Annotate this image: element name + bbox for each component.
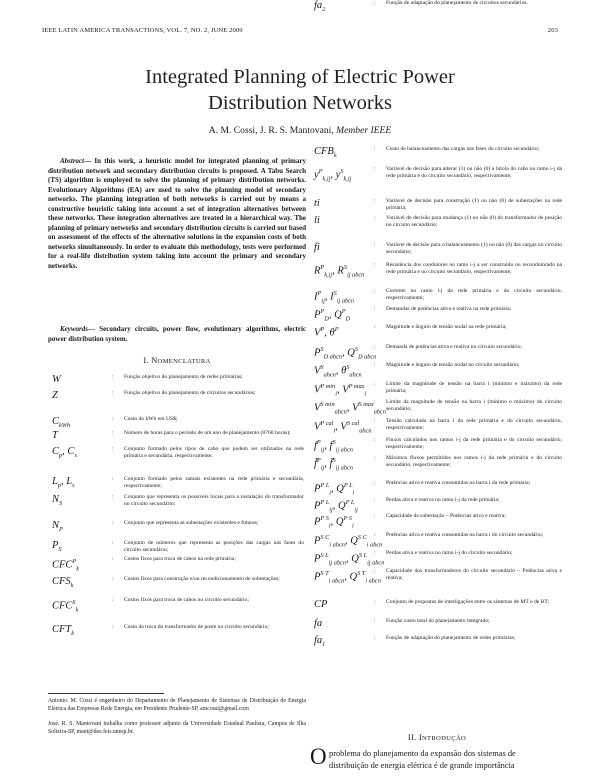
author-line xyxy=(0,125,600,136)
colon: : xyxy=(112,576,114,582)
colon: : xyxy=(374,381,376,387)
intro-dropcap: O xyxy=(310,744,327,769)
journal-name: IEEE LATIN AMERICA TRANSACTIONS, VOL. 7, NO. 2, JUNE 2009 xyxy=(42,27,243,34)
colon: : xyxy=(374,418,376,424)
title-line-2: Distribution Networks xyxy=(208,92,392,114)
paper-title xyxy=(0,64,600,116)
nomenclature-description: Função de adaptação do planejamento de circuitos secundários. xyxy=(386,0,528,6)
nomen-right-row xyxy=(314,618,562,629)
nomenclature-symbol: $N_P$ xyxy=(52,520,63,534)
nomenclature-description: Demandas de potências ativa e reativa na rede primária; xyxy=(386,306,512,312)
nomen-right-row xyxy=(314,0,562,15)
nomenclature-symbol: $P^P_D$, $Q^P_D$ xyxy=(314,308,351,323)
nomenclature-symbol: $I^P_{ij}$, $I^S_{ij abcn}$ xyxy=(314,290,355,305)
nomen-right-row xyxy=(314,399,562,418)
colon: : xyxy=(112,430,114,436)
nomenclature-description: Conjunto de números que representa as posições das cargas nas fases do circuito secundário; xyxy=(124,540,304,554)
nomenclature-symbol: $C_{kWh}$ xyxy=(52,416,71,430)
colon: : xyxy=(374,166,376,172)
nomenclature-symbol: $CFC^P_k$ xyxy=(52,558,80,573)
nomenclature-description: Conjunto que representa os possíveis locais para a instalação do transformador no circuito secundário; xyxy=(124,494,304,508)
nomen-right-row xyxy=(314,146,562,161)
nomenclature-description: Perdas ativa e reativa no ramo i-j do circuito secundário; xyxy=(386,550,513,556)
nomenclature-symbol: $R^P_{k,ij}$, $R^S_{ij abcn}$ xyxy=(314,264,365,279)
nomenclature-symbol: $P^{S L}_{ij abcn}$, $Q^{S L}_{ij abcn}$ xyxy=(314,552,385,567)
nomen-left-row xyxy=(52,446,304,461)
colon: : xyxy=(374,146,376,152)
footnote-mantovani: José. R. S. Mantovani trabalha como professor adjunto da Universidade Estadual Paulista, Campus de Ilha Solteira-SP, mant@dee.feis.unesp.br. xyxy=(48,721,306,735)
section-heading-introduction: II. INTRODUÇÃO xyxy=(407,733,467,742)
nomenclature-description: Magnitude e ângulo de tensão nodal na rede primária; xyxy=(386,324,507,330)
footnote-cossi: Antonio. M. Cossi é engenheiro do Departamento de Planejamento de Sistemas de Distribuição de Energia Elétrica das Empresas Rede Energia, em Presidente Prudente-SP, amcossi@gmail.com xyxy=(48,698,306,712)
nomen-right-row xyxy=(314,262,562,281)
nomenclature-symbol: li xyxy=(314,215,320,226)
colon: : xyxy=(112,520,114,526)
nomenclature-symbol: $V^S_{abcn}$, $\theta^S_{abcn}$ xyxy=(314,364,362,379)
colon: : xyxy=(374,455,376,461)
colon: : xyxy=(374,0,376,6)
colon: : xyxy=(374,262,376,268)
colon: : xyxy=(374,532,376,538)
nomen-right-row xyxy=(314,324,562,339)
colon: : xyxy=(112,374,114,380)
nomen-left-row xyxy=(52,416,304,431)
nomenclature-symbol: W xyxy=(52,374,61,385)
colon: : xyxy=(374,618,376,624)
nomenclature-symbol: Z xyxy=(52,390,58,401)
colon: : xyxy=(374,513,376,519)
nomenclature-description: Custo do kWh em US$; xyxy=(124,416,178,422)
nomenclature-symbol: $P^{S C}_{i abcn}$, $Q^{S C}_{i abcn}$ xyxy=(314,534,383,549)
colon: : xyxy=(112,597,114,603)
nomen-right-row xyxy=(314,437,562,456)
nomenclature-description: Resistência dos condutores no ramo i-j a ser construído ou recondutorado na rede primária e no circuito secundário, respectivamente; xyxy=(386,262,562,276)
nomenclature-symbol: $P^{S T}_{i abcn}$, $Q^{S T}_{i abcn}$ xyxy=(314,570,381,585)
colon: : xyxy=(374,288,376,294)
nomen-left-row xyxy=(52,476,304,491)
nomenclature-description: Perdas ativa e reativa no ramo i-j da rede primária; xyxy=(386,497,500,503)
nomenclature-symbol: $fa_2$ xyxy=(314,0,326,14)
abstract-text: — In this work, a heuristic model for integrated planning of primary distribution network and secondary distribution circuits is proposed. A Tabu Search (TS) algorithm is employed to solve the planning of primary distribution networks. Evolutionary Algorithms (EA) are used to solve the planning model of secondary networks. The planning integration of both networks is carried out by means a constructive heuristic taking into account a set of integration alternatives between these networks. These integration alternatives are treated in a hierarchical way. The planning of primary networks and secondary distribution circuits is carried out based on assessment of the effects of the alternative solutions in the expansion costs of both networks simultaneously. In order to evaluate this methodology, tests were performed for a real-life distribution system taking into account the primary and secondary networks. xyxy=(48,157,306,271)
keywords xyxy=(48,325,306,344)
abstract-label: Abstract xyxy=(60,157,85,165)
nomenclature-symbol: $CFS_k$ xyxy=(52,576,74,590)
page-number: 203 xyxy=(547,27,558,34)
nomenclature-description: Tensão calculada na barra i da rede primária e do circuito secundário, respectivamente; xyxy=(386,418,562,432)
colon: : xyxy=(112,494,114,500)
nomen-right-row xyxy=(314,480,562,499)
nomen-right-row xyxy=(314,198,562,212)
nomenclature-description: Variável de decisão para alterar (1) ou não (0) a bitola do cabo no ramo i-j da rede primária e do circuito secundário, respectivamente; xyxy=(386,166,562,180)
nomenclature-symbol: $V^{P cal}_i$, $V^{S cal}_{abcn}$ xyxy=(314,420,372,435)
authors: A. M. Cossi, J. R. S. Mantovani, xyxy=(208,125,334,136)
nomenclature-symbol: $P^{P L}_{ij}$, $Q^{P L}_{ij}$ xyxy=(314,499,358,514)
nomenclature-symbol: T xyxy=(52,430,58,441)
colon: : xyxy=(112,624,114,630)
nomen-right-row xyxy=(314,418,562,437)
nomenclature-description: Variável de decisão para mudança (1) ou não (0) do transformador de posição no circuito secundário; xyxy=(386,215,562,229)
nomenclature-description: Função objetivo do planejamento de circuitos secundários; xyxy=(124,390,256,396)
nomenclature-symbol: fa xyxy=(314,618,323,629)
keywords-label: Keywords xyxy=(60,325,88,333)
nomenclature-symbol: ti xyxy=(314,198,320,209)
colon: : xyxy=(112,390,114,396)
nomenclature-description: Magnitude e ângulo de tensão nodal no circuito secundário; xyxy=(386,362,520,368)
colon: : xyxy=(112,556,114,562)
nomen-right-row xyxy=(314,215,562,229)
colon: : xyxy=(374,242,376,248)
intro-line-1: problema do planejamento da expansão dos sistemas de xyxy=(329,749,516,758)
nomenclature-description: Conjunto formado pelos ramais existentes na rede primária e secundária, respectivamente; xyxy=(124,476,304,490)
nomenclature-description: Fluxos calculados nos ramos i-j da rede primária e do circuito secundário, respectivamente; xyxy=(386,437,562,451)
nomenclature-symbol: $y^P_{k,ij}$, $y^S_{k,ij}$ xyxy=(314,168,352,183)
nomen-left-row xyxy=(52,576,304,591)
author-membership: Member IEEE xyxy=(336,125,392,136)
colon: : xyxy=(374,215,376,221)
colon: : xyxy=(374,568,376,574)
intro-paragraph xyxy=(310,744,562,771)
nomen-right-row xyxy=(314,306,562,325)
colon: : xyxy=(112,446,114,452)
nomenclature-symbol: fi xyxy=(314,242,320,253)
nomen-right-row xyxy=(314,288,562,307)
nomenclature-description: Potências ativa e reativa consumidas na barra i da rede primária; xyxy=(386,480,531,486)
nomenclature-description: Número de horas para o período de um ano de planejamento (8760 horas); xyxy=(124,430,291,436)
colon: : xyxy=(374,306,376,312)
nomen-right-row xyxy=(314,513,562,532)
nomenclature-symbol: $V^{P min}_i$, $V^{P max}_i$ xyxy=(314,383,367,398)
nomen-left-row xyxy=(52,540,304,555)
nomenclature-description: Custo de balanceamento das cargas nas fases do circuito secundário; xyxy=(386,146,540,152)
nomenclature-description: Potências ativa e reativa consumidas na barra i do circuito secundário; xyxy=(386,532,544,538)
colon: : xyxy=(374,324,376,330)
nomenclature-description: Limite da magnitude de tensão na barra i (mínimo e máximo) da rede primária; xyxy=(386,381,562,395)
nomenclature-symbol: $P^{P S}_i$, $Q^{P S}_i$ xyxy=(314,515,354,530)
nomenclature-symbol: $V^{S min}_{abcn}$, $V^{S max}_{abcn}$ xyxy=(314,401,386,416)
nomenclature-description: Função de adaptação do planejamento de redes primárias; xyxy=(386,635,516,641)
nomen-right-row xyxy=(314,550,562,569)
nomenclature-description: Capacidade da subestação – Potências ativa e reativa; xyxy=(386,513,506,519)
nomenclature-symbol: $C_p$, $C_s$ xyxy=(52,446,77,460)
nomenclature-symbol: $fa_1$ xyxy=(314,635,326,649)
keywords-text: — Secondary circuits, power flow, evolutionary algorithms, electric power distribution system. xyxy=(48,325,306,343)
footnote-rule xyxy=(48,693,164,694)
nomenclature-description: Limite da magnitude de tensão na barra i (mínimo e máximo) do circuito secundário; xyxy=(386,399,562,413)
nomen-left-row xyxy=(52,556,304,575)
nomenclature-description: Variável de decisão para o balanceamento (1) ou não (0) das cargas no circuito secundário; xyxy=(386,242,562,256)
nomen-right-row xyxy=(314,242,562,256)
nomenclature-symbol: $CFT_k$ xyxy=(52,624,75,638)
nomenclature-symbol: CP xyxy=(314,599,328,610)
nomenclature-symbol: $L_p$, $L_s$ xyxy=(52,476,75,490)
nomenclature-description: Demanda de potências ativa e reativa no circuito secundário; xyxy=(386,344,523,350)
intro-line-2: distribuição de energia elétrica é de grande importância xyxy=(329,760,515,770)
nomenclature-description: Custos fixos para troca de cabos no circuito secundário; xyxy=(124,597,249,603)
colon: : xyxy=(374,635,376,641)
nomenclature-description: Custos fixos para troca de cabos na rede primária; xyxy=(124,556,236,562)
nomen-left-row xyxy=(52,390,304,401)
nomen-right-row xyxy=(314,455,562,474)
colon: : xyxy=(374,480,376,486)
nomen-right-row xyxy=(314,635,562,650)
nomenclature-symbol: $CFC^S_k$ xyxy=(52,599,79,614)
nomen-right-row xyxy=(314,532,562,551)
nomenclature-description: Função custo total do planejamento integrado; xyxy=(386,618,490,624)
nomen-right-row xyxy=(314,344,562,363)
nomenclature-description: Conjunto formado pelos tipos de cabo que podem ser utilizados na rede primária e secundária, respectivamente; xyxy=(124,446,304,460)
colon: : xyxy=(374,437,376,443)
nomen-right-row xyxy=(314,568,562,587)
nomen-left-row xyxy=(52,374,304,385)
nomenclature-symbol: $CFB_k$ xyxy=(314,146,337,160)
nomenclature-description: Custos fixos para construção e/ou recondicionamento de subestações; xyxy=(124,576,280,582)
colon: : xyxy=(374,399,376,405)
nomenclature-symbol: $P^{P L}_i$, $Q^{P L}_i$ xyxy=(314,482,355,497)
title-line-1: Integrated Planning of Electric Power xyxy=(145,66,455,88)
nomen-right-row xyxy=(314,362,562,381)
section-heading-nomenclature: I. NOMENCLATURA xyxy=(143,356,211,365)
nomen-left-row xyxy=(52,624,304,639)
nomen-right-row xyxy=(314,381,562,400)
colon: : xyxy=(112,476,114,482)
nomenclature-symbol: $N_S$ xyxy=(52,494,63,508)
colon: : xyxy=(374,497,376,503)
nomenclature-description: Conjunto que representa as subestações existentes e futuras; xyxy=(124,520,259,526)
colon: : xyxy=(374,362,376,368)
nomenclature-symbol: f̄$^P_{ij}$, f̄$^S_{ij abcn}$ xyxy=(314,457,353,472)
running-header xyxy=(42,27,558,34)
nomen-left-row xyxy=(52,520,304,535)
colon: : xyxy=(374,198,376,204)
nomen-left-row xyxy=(52,430,304,441)
nomenclature-symbol: $P^S_{D abcn}$, $Q^S_{D abcn}$ xyxy=(314,346,377,361)
nomenclature-description: Conjunto de propostas de interligações entre os sistemas de MT e de BT; xyxy=(386,599,550,605)
nomenclature-symbol: $V^P$, $\theta^P$ xyxy=(314,326,339,339)
nomenclature-symbol: $f^P_{ij}$, $f^S_{ij abcn}$ xyxy=(314,439,353,454)
nomenclature-symbol: $P_S$ xyxy=(52,540,62,554)
nomenclature-description: Corrente no ramo i-j da rede primária e do circuito secundário, respectivamente; xyxy=(386,288,562,302)
colon: : xyxy=(374,599,376,605)
colon: : xyxy=(374,550,376,556)
nomen-right-row xyxy=(314,166,562,185)
nomenclature-description: Capacidade dos transformadores do circuito secundário – Potências ativa e reativa; xyxy=(386,568,562,582)
colon: : xyxy=(112,416,114,422)
nomenclature-description: Variável de decisão para construção (1) ou não (0) de subestações na rede primária; xyxy=(386,198,562,212)
nomenclature-description: Máximos fluxos permitidos nos ramos i-j da rede primária e do circuito secundário, respectivamente; xyxy=(386,455,562,469)
colon: : xyxy=(374,344,376,350)
nomenclature-description: Custo da troca do transformador de poste no circuito secundário; xyxy=(124,624,269,630)
nomen-left-row xyxy=(52,494,304,509)
colon: : xyxy=(112,540,114,546)
nomen-left-row xyxy=(52,597,304,616)
nomen-right-row xyxy=(314,599,562,610)
nomenclature-description: Função objetivo do planejamento de redes primárias; xyxy=(124,374,243,380)
abstract xyxy=(48,157,306,272)
